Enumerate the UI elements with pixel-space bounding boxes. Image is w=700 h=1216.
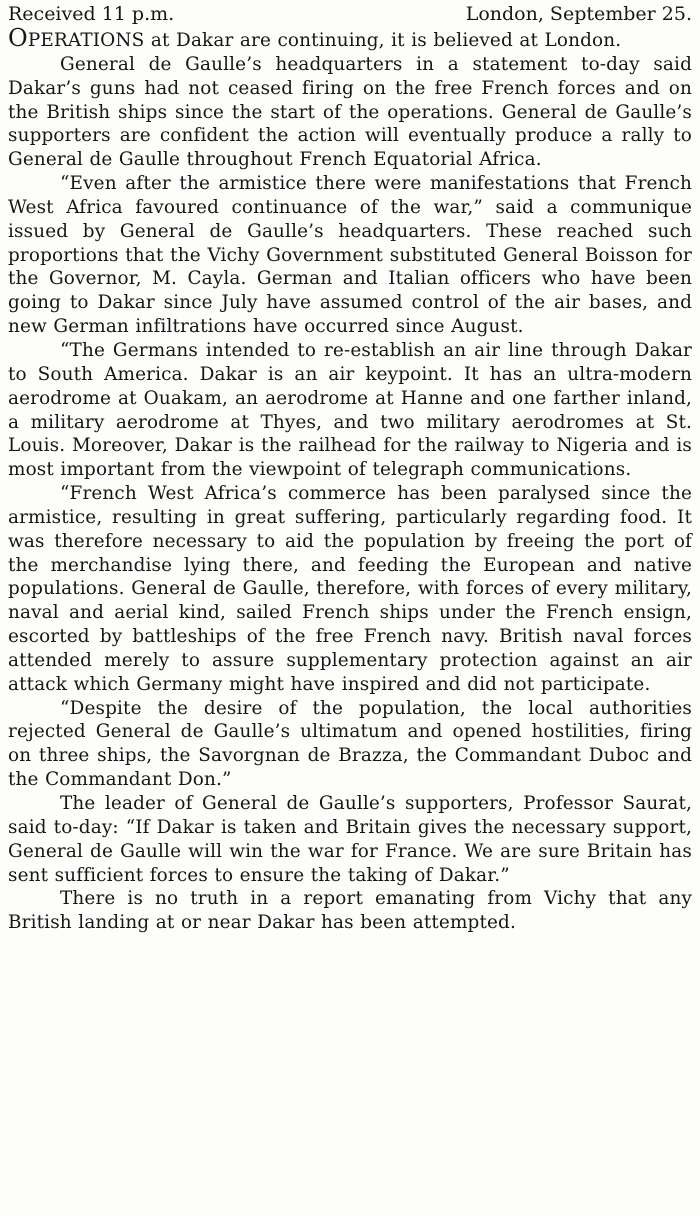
lead-paragraph xyxy=(8,24,692,53)
dateline xyxy=(8,0,692,28)
paragraph-commerce-paralysed: “French West Africa’s commerce has been paralysed since the armistice, resulting in great suffering, particularly regarding food. It was therefore necessary to aid the population by freeing the port of the merchandise lying there, and feeding the European and native populations. General de Gaulle, therefore, with forces of every military, naval and aerial kind, sailed French ships under the French ensign, escorted by battleships of the free French navy. British naval forces attended merely to assure supplementary protection against an air attack which Germany might have inspired and did not participate. xyxy=(8,483,692,695)
lead-text: PERATIONS at Dakar are continuing, it is believed at London. xyxy=(27,30,622,51)
received-time: Received 11 p.m. xyxy=(8,3,175,25)
paragraph-headquarters-statement: General de Gaulle’s headquarters in a statement to-day said Dakar’s guns had not ceased firing on the free French forces and on the British ships since the start of the operations. General de Gaulle’s supporters are confident the action will eventually produce a rally to General de Gaulle throughout French Equatorial Africa. xyxy=(8,53,692,171)
paragraph-german-air-line: “The Germans intended to re-establish an air line through Dakar to South America. Dakar is an air keypoint. It has an ultra-modern aerodrome at Ouakam, an aerodrome at Hanne and one farther inland, a military aerodrome at Thyes, and two military aerodromes at St. Louis. Moreover, Dakar is the railhead for the railway to Nigeria and is most important from the viewpoint of telegraph communications. xyxy=(8,339,692,481)
paragraph-professor-saurat: The leader of General de Gaulle’s supporters, Professor Saurat, said to-day: “If Dakar is taken and Britain gives the necessary support, General de Gaulle will win the war for France. We are sure Britain has sent sufficient forces to ensure the taking of Dakar.” xyxy=(8,793,692,886)
paragraph-armistice-manifestations: “Even after the armistice there were manifestations that French West Africa favoured continuance of the war,” said a communique issued by General de Gaulle’s headquarters. These reached such proportions that the Vichy Government substituted General Boisson for the Governor, M. Cayla. German and Italian officers who have been going to Dakar since July have assumed control of the air bases, and new German infiltrations have occurred since August. xyxy=(8,173,692,338)
place-date: London, September 25. xyxy=(465,3,692,25)
paragraph-ultimatum-rejected: “Despite the desire of the population, the local authorities rejected General de Gaulle’s ultimatum and opened hostilities, firing on three ships, the Savorgnan de Brazza, the Commandant Duboc and the Commandant Don.” xyxy=(8,697,692,791)
paragraph-no-landing: There is no truth in a report emanating from Vichy that any British landing at or near Dakar has been attempted. xyxy=(8,888,692,934)
drop-cap: O xyxy=(8,24,28,52)
article-body xyxy=(8,24,692,935)
